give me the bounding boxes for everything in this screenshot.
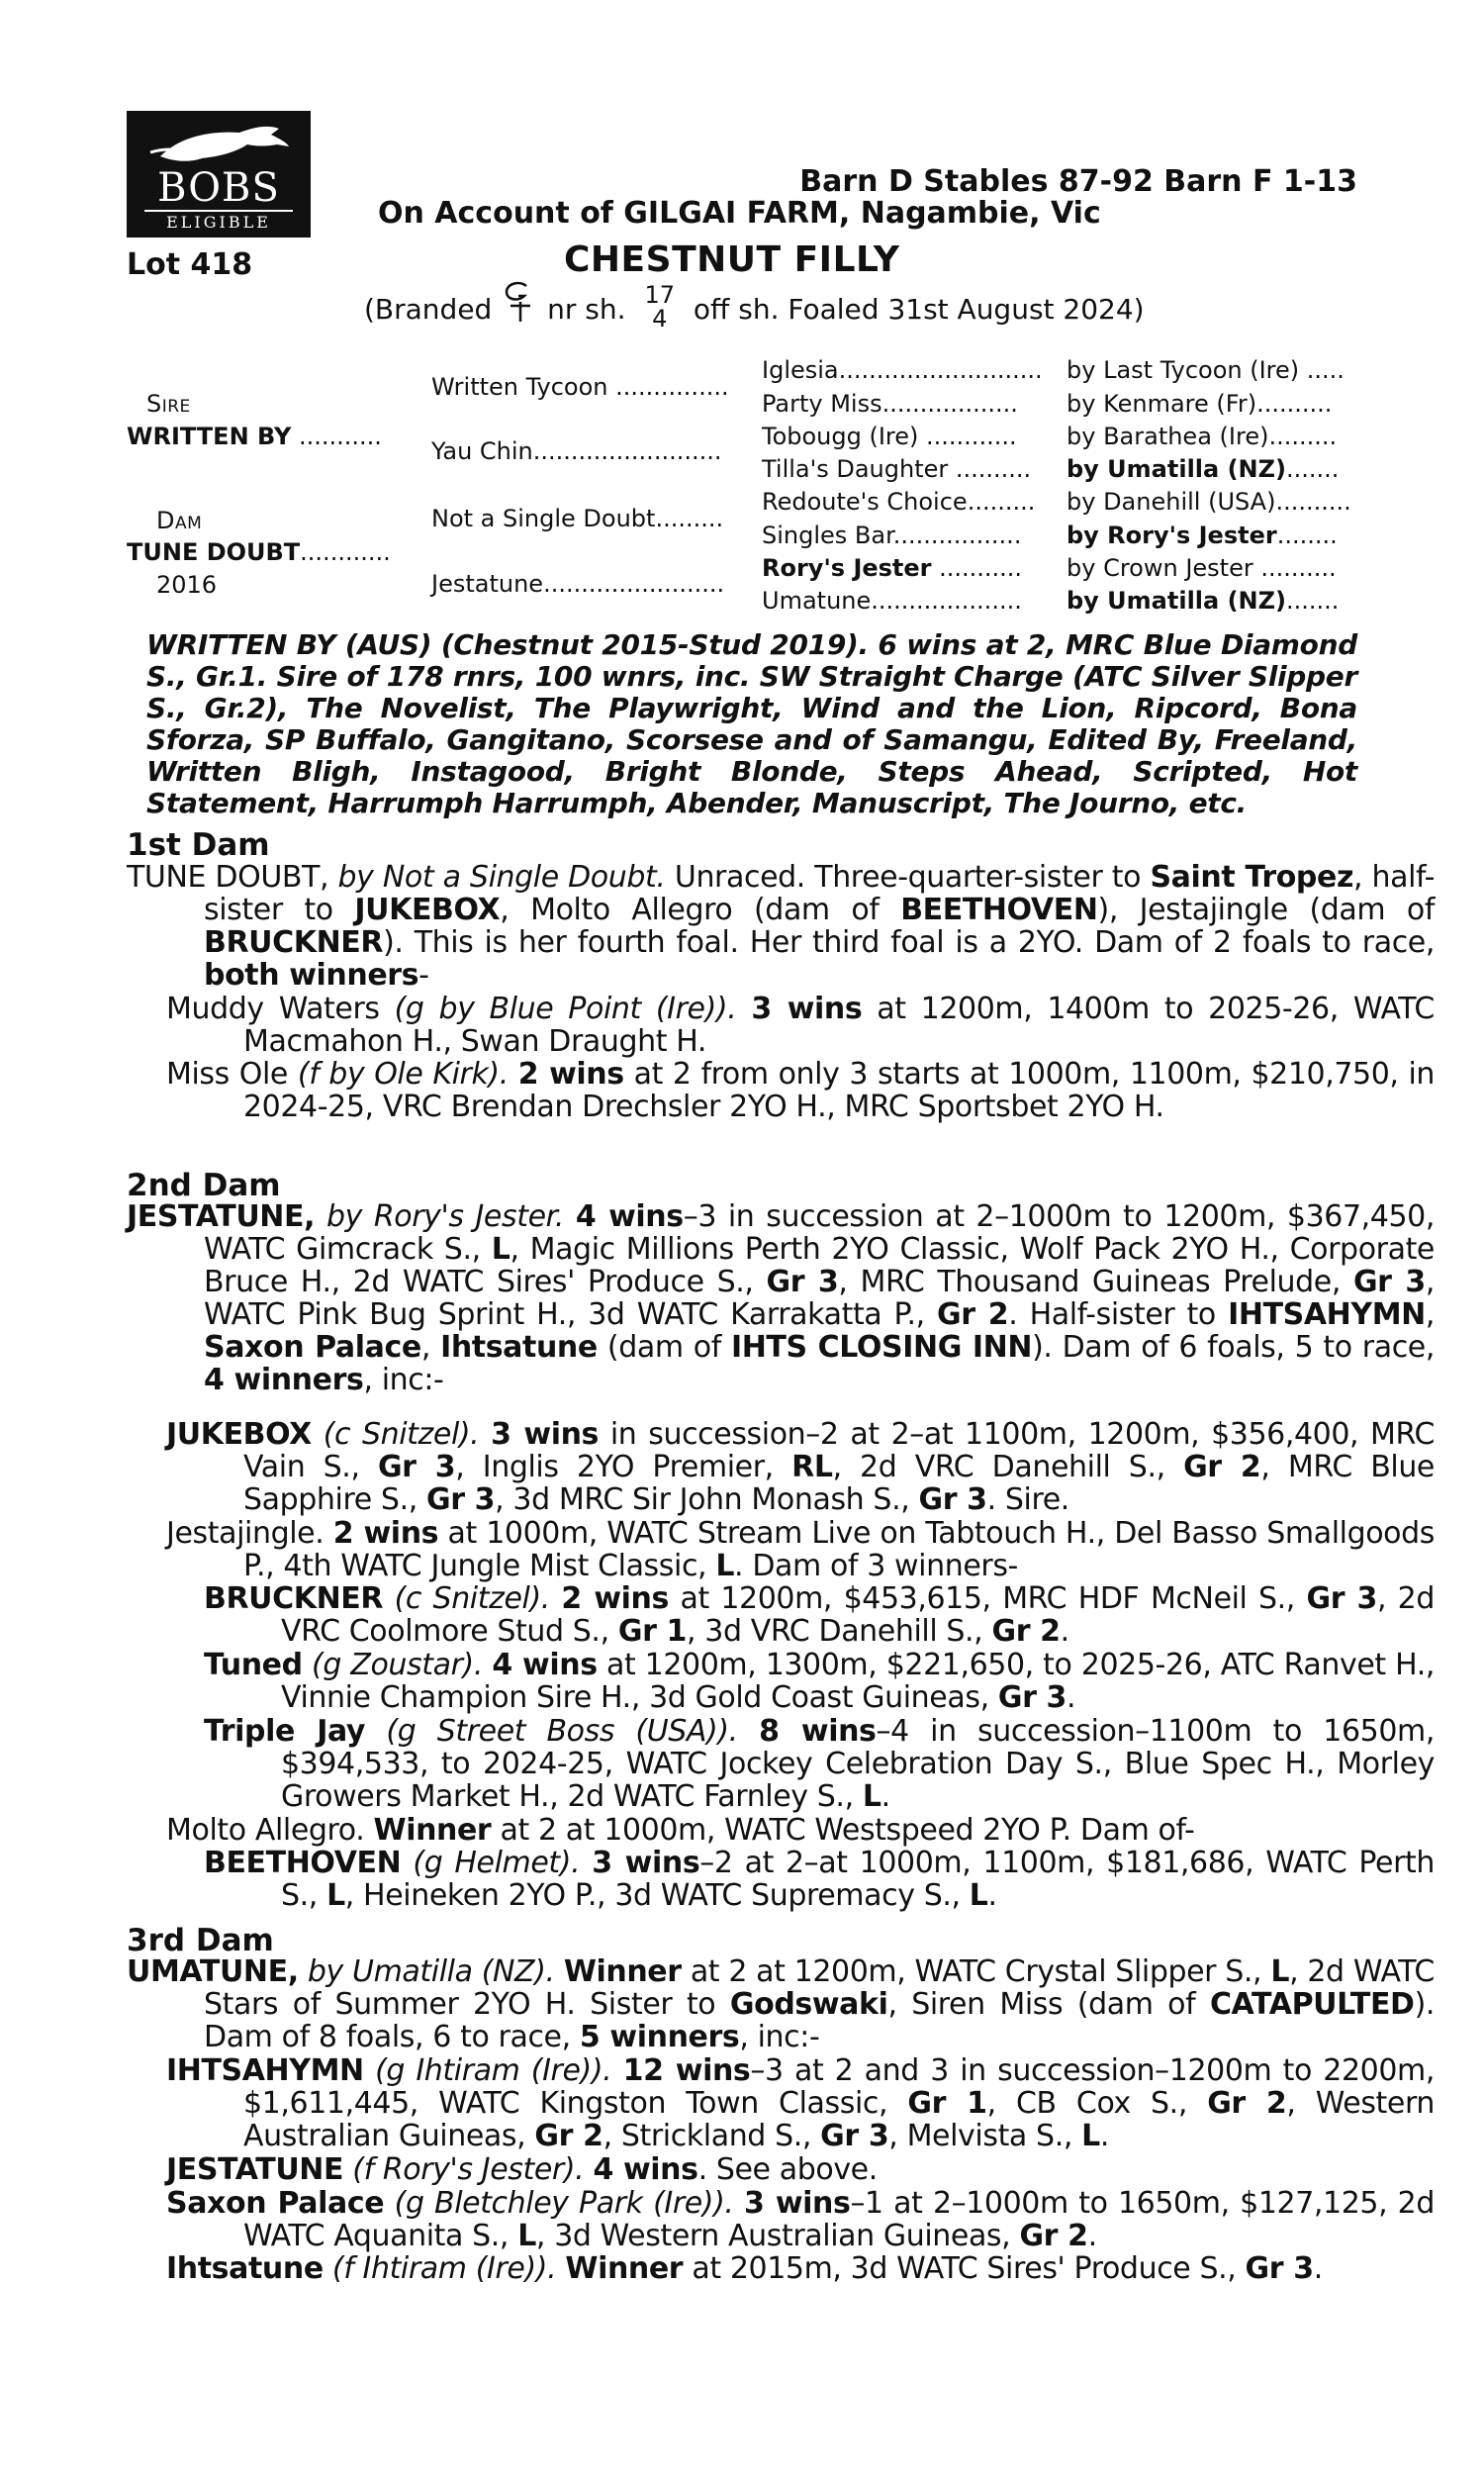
racehorse-icon bbox=[140, 117, 297, 170]
grandsire-dam-side: Not a Single Doubt......... bbox=[431, 505, 724, 532]
lot-number: Lot 418 bbox=[127, 247, 253, 282]
g3-6: by Rory's Jester........ bbox=[1067, 522, 1338, 549]
sire-description: WRITTEN BY (AUS) (Chestnut 2015-Stud 2019). 6 wins at 2, MRC Blue Diamond S., Gr.1. Sire of 178 rnrs, 100 wnrs, inc. SW Straight Charge (ATC Silver Slipper S., Gr.2), The Novelist, The Playwright, Wind and the Lion, Ripcord, Bona Sforza, SP Buffalo, Gangitano, Scorsese and of Samangu, Edited By, Freeland, Written Bligh, Instagood, Bright Blonde, Steps Ahead, Scripted, Hot Statement, Harrumph Harrumph, Abender, Manuscript, The Journo, etc. bbox=[146, 628, 1357, 819]
third-dam-entry: UMATUNE, by Umatilla (NZ). Winner at 2 at 1200m, WATC Crystal Slipper S., L, 2d WATC Stars of Summer 2YO H. Sister to Godswaki, Siren Miss (dam of CATAPULTED). Dam of 8 foals, 6 to race, 5 winners, inc:- bbox=[127, 1954, 1436, 2054]
dam-year: 2016 bbox=[156, 571, 218, 599]
g3-5: by Danehill (USA).......... bbox=[1067, 488, 1351, 516]
g2-3: Tobougg (Ire) ............ bbox=[762, 423, 1017, 450]
jestajingle-foal-tuned: Tuned (g Zoustar). 4 wins at 1200m, 1300m, $221,650, to 2025-26, ATC Ranvet H., Vinnie Champion Sire H., 3d Gold Coast Guineas, Gr 3. bbox=[204, 1648, 1435, 1715]
third-dam-foal-jestatune: JESTATUNE (f Rory's Jester). 4 wins. See above. bbox=[166, 2152, 878, 2187]
dam-name: TUNE DOUBT............ bbox=[127, 538, 391, 566]
g3-3: by Barathea (Ire)......... bbox=[1067, 423, 1338, 450]
third-dam-foal-ihtsatune: Ihtsatune (f Ihtiram (Ire)). Winner at 2015m, 3d WATC Sires' Produce S., Gr 3. bbox=[166, 2251, 1323, 2286]
second-dam-heading: 2nd Dam bbox=[127, 1168, 281, 1203]
second-dam-foal-jestajingle: Jestajingle. 2 wins at 1000m, WATC Stream Live on Tabtouch H., Del Basso Smallgoods P., 4th WATC Jungle Mist Classic, L. Dam of 3 winners- bbox=[166, 1516, 1435, 1583]
vendor-account: On Account of GILGAI FARM, Nagambie, Vic bbox=[378, 196, 1101, 231]
horse-colour-sex: CHESTNUT FILLY bbox=[564, 239, 900, 280]
third-dam-foal-saxon-palace: Saxon Palace (g Bletchley Park (Ire)). 3 wins–1 at 2–1000m to 1650m, $127,125, 2d WATC Aquanita S., L, 3d Western Australian Guineas, Gr 2. bbox=[166, 2186, 1435, 2253]
granddam-sire-side: Yau Chin......................... bbox=[431, 437, 722, 465]
dam-label: Dam bbox=[156, 507, 203, 534]
first-dam-foal-1: Muddy Waters (g by Blue Point (Ire)). 3 wins at 1200m, 1400m to 2025-26, WATC Macmahon H., Swan Draught H. bbox=[166, 992, 1435, 1059]
brand-near-side: nr sh. bbox=[547, 293, 626, 326]
first-dam-foal-2: Miss Ole (f by Ole Kirk). 2 wins at 2 from only 3 starts at 1000m, 1100m, $210,750, in 2024-25, VRC Brendan Drechsler 2YO H., MRC Sportsbet 2YO H. bbox=[166, 1057, 1435, 1124]
g3-8: by Umatilla (NZ)....... bbox=[1067, 587, 1340, 615]
first-dam-heading: 1st Dam bbox=[127, 827, 270, 863]
second-dam-foal-jukebox: JUKEBOX (c Snitzel). 3 wins in succession–2 at 2–at 1100m, 1200m, $356,400, MRC Vain S., Gr 3, Inglis 2YO Premier, RL, 2d VRC Danehill S., Gr 2, MRC Blue Sapphire S., Gr 3, 3d MRC Sir John Monash S., Gr 3. Sire. bbox=[166, 1417, 1436, 1517]
molto-allegro-foal-beethoven: BEETHOVEN (g Helmet). 3 wins–2 at 2–at 1000m, 1100m, $181,686, WATC Perth S., L, Heineken 2YO P., 3d WATC Supremacy S., L. bbox=[204, 1846, 1436, 1913]
bobs-eligible-logo bbox=[127, 111, 311, 238]
g3-7: by Crown Jester .......... bbox=[1067, 554, 1337, 582]
brand-off-number: 17 4 bbox=[644, 281, 675, 333]
g2-4: Tilla's Daughter .......... bbox=[762, 455, 1032, 483]
first-dam-entry: TUNE DOUBT, by Not a Single Doubt. Unraced. Three-quarter-sister to Saint Tropez, half-sister to JUKEBOX, Molto Allegro (dam of BEETHOVEN), Jestajingle (dam of BRUCKNER). This is her fourth foal. Her third foal is a 2YO. Dam of 2 foals to race, both winners- bbox=[127, 860, 1436, 993]
brand-suffix: off sh. Foaled 31st August 2024) bbox=[693, 293, 1145, 326]
g3-4: by Umatilla (NZ)....... bbox=[1067, 455, 1340, 483]
g2-2: Party Miss.................. bbox=[762, 390, 1018, 418]
sire-name: WRITTEN BY ........... bbox=[127, 423, 382, 450]
brand-line bbox=[364, 281, 1145, 334]
g3-1: by Last Tycoon (Ire) ..... bbox=[1067, 356, 1345, 384]
granddam-dam-side: Jestatune........................ bbox=[431, 570, 725, 598]
g2-6: Singles Bar................. bbox=[762, 522, 1022, 549]
second-dam-foal-molto-allegro: Molto Allegro. Winner at 2 at 1000m, WATC Westspeed 2YO P. Dam of- bbox=[166, 1813, 1195, 1848]
second-dam-entry: JESTATUNE, by Rory's Jester. 4 wins–3 in succession at 2–1000m to 1200m, $367,450, WATC Gimcrack S., L, Magic Millions Perth 2YO Classic, Wolf Pack 2YO H., Corporate Bruce H., 2d WATC Sires' Produce S., Gr 3, MRC Thousand Guineas Prelude, Gr 3, WATC Pink Bug Sprint H., 3d WATC Karrakatta P., Gr 2. Half-sister to IHTSAHYMN, Saxon Palace, Ihtsatune (dam of IHTS CLOSING INN). Dam of 6 foals, 5 to race, 4 winners, inc:- bbox=[127, 1199, 1436, 1397]
logo-line1: BOBS bbox=[157, 165, 280, 211]
g2-8: Umatune.................... bbox=[762, 587, 1022, 615]
grandsire: Written Tycoon ............... bbox=[431, 373, 729, 401]
brand-symbol-icon bbox=[503, 280, 536, 322]
barn-location: Barn D Stables 87-92 Barn F 1-13 bbox=[799, 164, 1357, 199]
brand-prefix: (Branded bbox=[364, 293, 493, 326]
jestajingle-foal-triple-jay: Triple Jay (g Street Boss (USA)). 8 wins–4 in succession–1100m to 1650m, $394,533, to 2024-25, WATC Jockey Celebration Day S., Blue Spec H., Morley Growers Market H., 2d WATC Farnley S., L. bbox=[204, 1714, 1435, 1814]
sire-label: Sire bbox=[146, 390, 191, 418]
third-dam-foal-ihtsahymn: IHTSAHYMN (g Ihtiram (Ire)). 12 wins–3 at 2 and 3 in succession–1200m to 2200m, $1,611,445, WATC Kingston Town Classic, Gr 1, CB Cox S., Gr 2, Western Australian Guineas, Gr 2, Strickland S., Gr 3, Melvista S., L. bbox=[166, 2053, 1436, 2153]
jestajingle-foal-bruckner: BRUCKNER (c Snitzel). 2 wins at 1200m, $453,615, MRC HDF McNeil S., Gr 3, 2d VRC Coolmore Stud S., Gr 1, 3d VRC Danehill S., Gr 2. bbox=[204, 1581, 1435, 1649]
g2-5: Redoute's Choice......... bbox=[762, 488, 1036, 516]
g2-1: Iglesia........................... bbox=[762, 356, 1043, 384]
third-dam-heading: 3rd Dam bbox=[127, 1923, 274, 1958]
g2-7: Rory's Jester ........... bbox=[762, 554, 1023, 582]
logo-line2: ELIGIBLE bbox=[144, 210, 293, 232]
g3-2: by Kenmare (Fr).......... bbox=[1067, 390, 1333, 418]
